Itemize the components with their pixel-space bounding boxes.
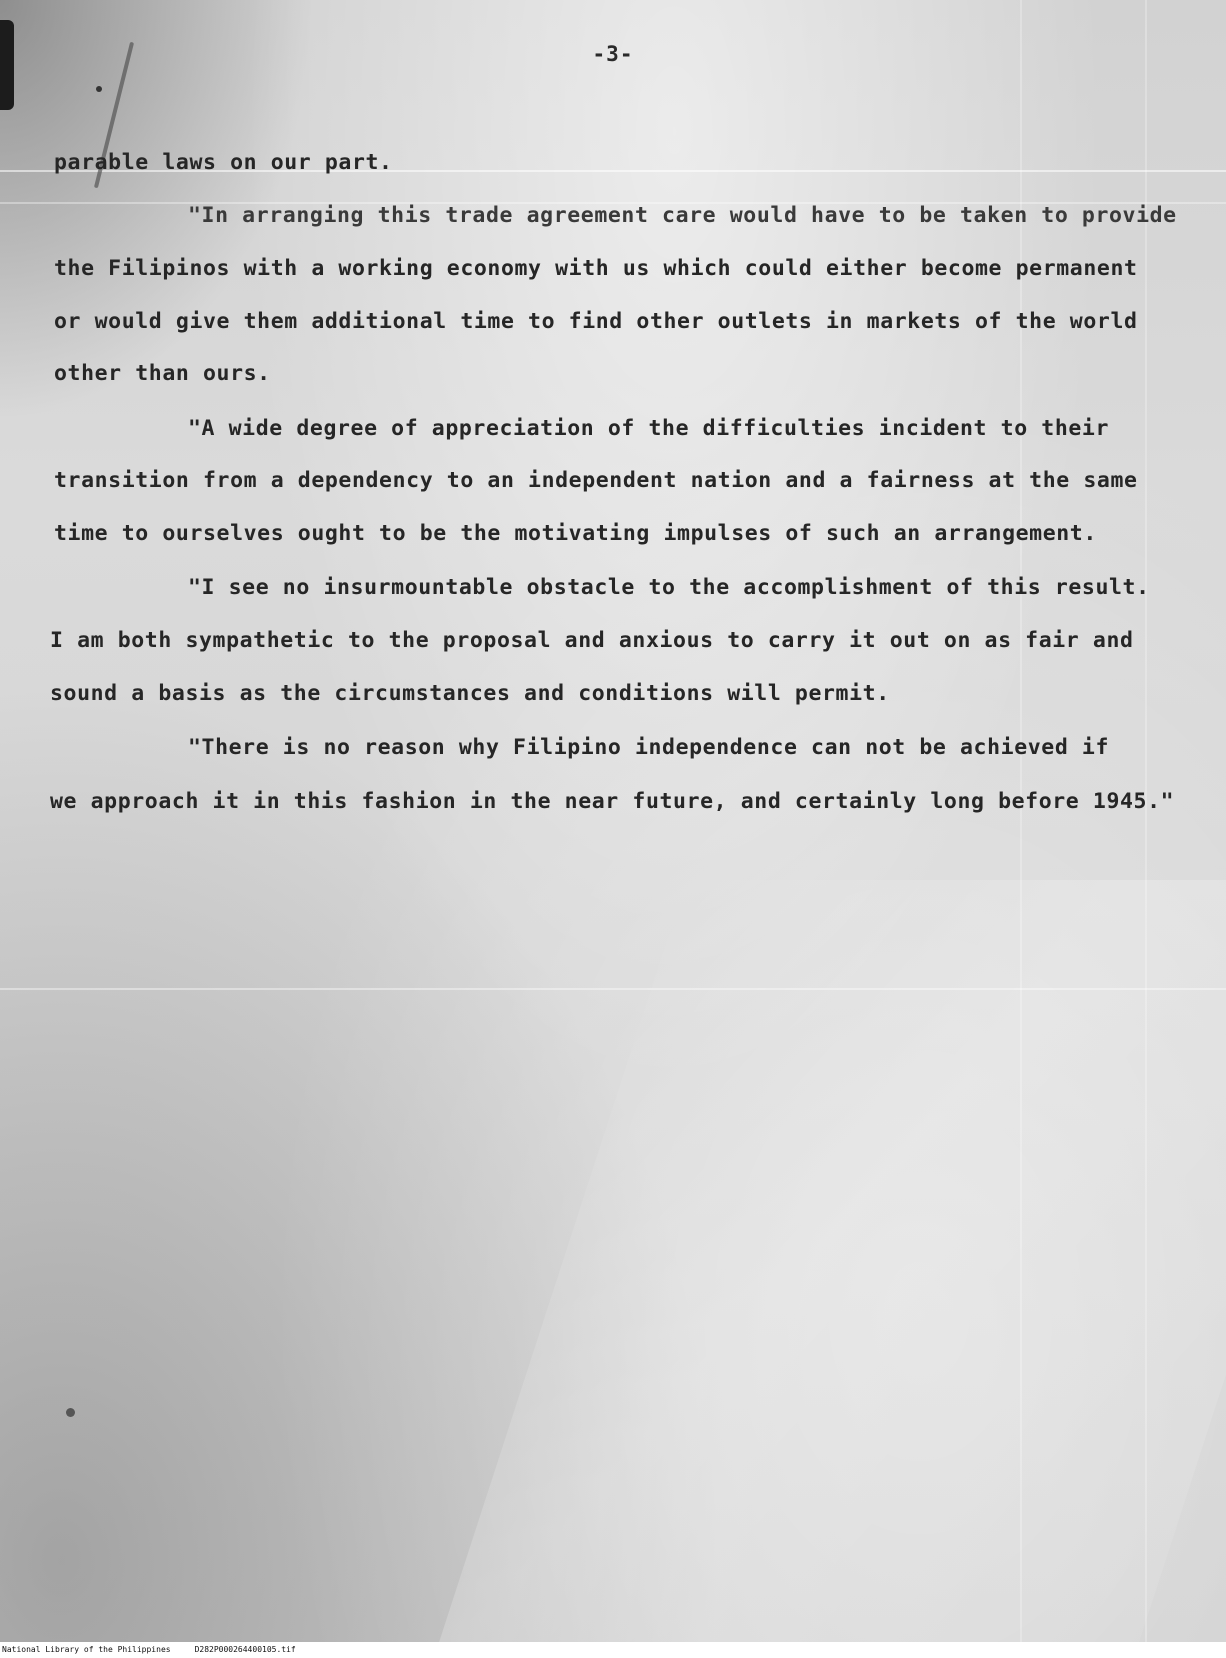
text-line: other than ours. <box>54 361 271 386</box>
fold-crease <box>0 988 1226 990</box>
text-line: "There is no reason why Filipino independence can not be achieved if <box>188 735 1109 760</box>
text-line: I am both sympathetic to the proposal and anxious to carry it out on as fair and <box>50 628 1134 653</box>
footer-institution: National Library of the Philippines <box>2 1645 171 1654</box>
text-line: transition from a dependency to an independent nation and a fairness at the same <box>54 468 1138 493</box>
fold-crease <box>1020 0 1022 1642</box>
scan-footer <box>0 1642 1226 1658</box>
paper-fold-highlight <box>433 880 1226 1642</box>
fold-crease <box>1145 0 1147 1642</box>
text-line: sound a basis as the circumstances and conditions will permit. <box>50 681 890 706</box>
text-line: we approach it in this fashion in the near future, and certainly long before 1945." <box>50 789 1175 814</box>
text-line: "In arranging this trade agreement care would have to be taken to provide <box>188 203 1177 228</box>
text-line: or would give them additional time to find other outlets in markets of the world <box>54 309 1138 334</box>
text-line: "I see no insurmountable obstacle to the accomplishment of this result. <box>188 575 1150 600</box>
text-line: parable laws on our part. <box>54 150 393 175</box>
text-line: the Filipinos with a working economy with us which could either become permanent <box>54 256 1138 281</box>
page-number: -3- <box>592 42 634 66</box>
text-line: time to ourselves ought to be the motivating impulses of such an arrangement. <box>54 521 1097 546</box>
text-line: "A wide degree of appreciation of the difficulties incident to their <box>188 416 1109 441</box>
ink-speck <box>96 86 102 92</box>
footer-filename: D282P000264400105.tif <box>194 1645 296 1654</box>
ink-speck <box>66 1408 75 1417</box>
